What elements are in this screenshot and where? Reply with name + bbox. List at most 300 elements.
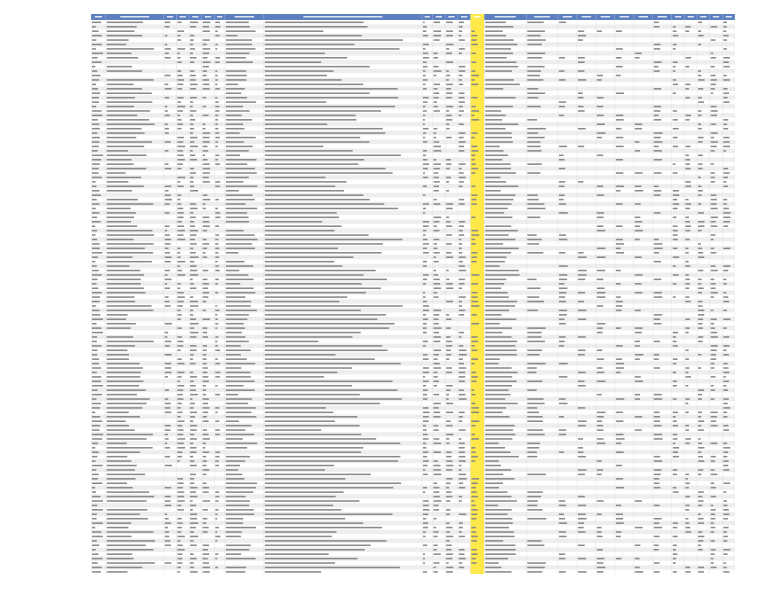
cell-text xyxy=(226,163,247,165)
cell-text xyxy=(190,155,195,157)
cell-text xyxy=(226,234,255,236)
cell-text xyxy=(226,270,239,272)
cell-text xyxy=(597,558,604,560)
cell-text xyxy=(107,270,141,272)
cell-text xyxy=(723,363,727,365)
cell-text xyxy=(423,137,425,139)
cell-text xyxy=(226,443,257,445)
cell-text xyxy=(92,203,99,205)
cell-text xyxy=(203,482,207,484)
cell-text xyxy=(698,469,703,471)
cell-text xyxy=(107,292,146,294)
cell-text xyxy=(527,341,545,343)
row-stripe xyxy=(91,388,735,392)
cell-text xyxy=(485,230,518,232)
cell-text xyxy=(226,514,254,516)
cell-text xyxy=(215,35,219,37)
cell-text xyxy=(226,403,248,405)
cell-text xyxy=(578,425,586,427)
cell-text xyxy=(433,39,439,41)
cell-text xyxy=(226,305,251,307)
cell-text xyxy=(559,398,566,400)
cell-text xyxy=(433,225,436,227)
cell-text xyxy=(723,562,726,564)
cell-text xyxy=(423,53,428,55)
cell-text xyxy=(226,44,252,46)
cell-text xyxy=(485,26,513,28)
cell-text xyxy=(226,97,247,99)
cell-text xyxy=(265,514,393,516)
cell-text xyxy=(226,106,243,108)
cell-text xyxy=(685,199,688,201)
cell-text xyxy=(433,443,441,445)
cell-text xyxy=(459,150,465,152)
cell-text xyxy=(165,53,169,55)
cell-text xyxy=(177,487,182,489)
cell-text xyxy=(673,412,678,414)
cell-text xyxy=(527,505,537,507)
cell-text xyxy=(654,571,660,573)
cell-text xyxy=(635,527,643,529)
cell-text xyxy=(654,358,659,360)
cell-text xyxy=(673,451,678,453)
cell-text xyxy=(673,443,675,445)
cell-text xyxy=(203,22,211,24)
cell-text xyxy=(433,203,440,205)
cell-text xyxy=(107,518,148,520)
cell-text xyxy=(698,518,703,520)
cell-text xyxy=(597,230,605,232)
cell-text xyxy=(92,75,100,77)
cell-text xyxy=(92,518,97,520)
cell-text xyxy=(459,221,465,223)
cell-text xyxy=(698,70,701,72)
cell-text xyxy=(107,44,126,46)
cell-text xyxy=(226,398,252,400)
cell-text xyxy=(226,456,250,458)
cell-text xyxy=(559,318,565,320)
cell-text xyxy=(177,274,185,276)
cell-text xyxy=(597,500,604,502)
cell-text xyxy=(226,536,241,538)
cell-text xyxy=(685,30,689,32)
cell-text xyxy=(527,571,542,573)
cell-text xyxy=(215,514,217,516)
cell-text xyxy=(265,287,381,289)
cell-text xyxy=(711,203,717,205)
cell-text xyxy=(433,181,439,183)
cell-text xyxy=(485,84,520,86)
cell-text xyxy=(673,239,678,241)
cell-text xyxy=(107,474,145,476)
cell-text xyxy=(92,53,103,55)
cell-text xyxy=(226,101,256,103)
cell-text xyxy=(527,350,542,352)
cell-text xyxy=(107,407,143,409)
cell-text xyxy=(711,412,718,414)
cell-text xyxy=(215,292,218,294)
cell-text xyxy=(215,163,220,165)
cell-text xyxy=(226,553,241,555)
cell-text xyxy=(446,75,450,77)
cell-text xyxy=(423,553,425,555)
cell-text xyxy=(446,358,449,360)
cell-text xyxy=(265,345,382,347)
cell-text xyxy=(635,429,642,431)
cell-text xyxy=(485,172,516,174)
cell-text xyxy=(654,314,662,316)
cell-text xyxy=(698,571,704,573)
cell-text xyxy=(423,252,429,254)
cell-text xyxy=(92,265,97,267)
cell-text xyxy=(711,172,715,174)
cell-text xyxy=(92,212,99,214)
row-stripe xyxy=(91,423,735,427)
cell-text xyxy=(92,39,96,41)
cell-text xyxy=(165,22,171,24)
cell-text xyxy=(265,407,326,409)
cell-text xyxy=(107,287,144,289)
cell-text xyxy=(92,376,101,378)
cell-text xyxy=(190,518,197,520)
cell-text xyxy=(215,527,219,529)
cell-text xyxy=(559,106,565,108)
cell-text xyxy=(711,363,715,365)
cell-text xyxy=(685,261,688,263)
cell-text xyxy=(459,350,467,352)
cell-text xyxy=(459,358,463,360)
cell-text xyxy=(190,39,194,41)
cell-text xyxy=(685,509,689,511)
cell-text xyxy=(423,239,428,241)
cell-text xyxy=(177,128,181,130)
cell-text xyxy=(698,137,704,139)
cell-text xyxy=(698,394,702,396)
cell-text xyxy=(446,350,451,352)
cell-text xyxy=(711,279,715,281)
cell-text xyxy=(711,217,718,219)
cell-text xyxy=(177,456,182,458)
cell-text xyxy=(597,287,605,289)
cell-text xyxy=(423,30,426,32)
cell-text xyxy=(673,336,676,338)
cell-text xyxy=(203,429,207,431)
cell-text xyxy=(107,482,127,484)
cell-text xyxy=(423,75,426,77)
cell-text xyxy=(177,389,183,391)
cell-text xyxy=(559,505,566,507)
cell-text xyxy=(485,474,503,476)
cell-text xyxy=(635,283,642,285)
cell-text xyxy=(459,203,465,205)
cell-text xyxy=(685,168,690,170)
cell-text xyxy=(446,562,448,564)
cell-text xyxy=(597,123,605,125)
cell-text xyxy=(215,26,220,28)
cell-text xyxy=(527,137,544,139)
cell-text xyxy=(433,358,437,360)
cell-text xyxy=(527,434,544,436)
cell-text xyxy=(190,491,196,493)
cell-text xyxy=(92,101,99,103)
cell-text xyxy=(226,283,240,285)
cell-text xyxy=(107,115,137,117)
cell-text xyxy=(107,163,134,165)
cell-text xyxy=(226,141,244,143)
cell-text xyxy=(446,106,453,108)
cell-text xyxy=(485,256,506,258)
cell-text xyxy=(446,177,451,179)
cell-text xyxy=(723,460,728,462)
cell-text xyxy=(654,239,659,241)
cell-text xyxy=(107,30,135,32)
cell-text xyxy=(92,301,100,303)
cell-text xyxy=(446,159,451,161)
cell-text xyxy=(723,416,727,418)
cell-text xyxy=(527,451,537,453)
cell-text xyxy=(203,26,209,28)
cell-text xyxy=(527,66,544,68)
cell-text xyxy=(685,296,689,298)
cell-text xyxy=(527,420,543,422)
cell-text xyxy=(485,248,519,250)
row-stripe xyxy=(91,521,735,525)
cell-text xyxy=(673,35,678,37)
cell-text xyxy=(177,407,180,409)
cell-text xyxy=(92,22,101,24)
cell-text xyxy=(423,345,426,347)
cell-text xyxy=(433,256,436,258)
cell-text xyxy=(107,243,154,245)
header-cell-text xyxy=(474,16,481,18)
cell-text xyxy=(723,172,729,174)
cell-text xyxy=(527,132,538,134)
cell-text xyxy=(471,159,474,161)
cell-text xyxy=(92,496,101,498)
cell-text xyxy=(485,571,511,573)
cell-text xyxy=(177,438,185,440)
cell-text xyxy=(446,79,449,81)
cell-text xyxy=(527,234,536,236)
cell-text xyxy=(92,225,95,227)
cell-text xyxy=(177,234,183,236)
cell-text xyxy=(527,70,541,72)
cell-text xyxy=(165,305,171,307)
cell-text xyxy=(446,500,450,502)
cell-text xyxy=(527,389,536,391)
row-stripe xyxy=(91,459,735,463)
cell-text xyxy=(446,434,453,436)
cell-text xyxy=(423,522,428,524)
cell-text xyxy=(527,500,538,502)
cell-text xyxy=(423,527,428,529)
cell-text xyxy=(723,389,728,391)
cell-text xyxy=(723,208,729,210)
cell-text xyxy=(265,274,364,276)
cell-text xyxy=(92,491,96,493)
cell-text xyxy=(616,345,623,347)
cell-text xyxy=(423,385,426,387)
cell-text xyxy=(226,571,245,573)
cell-text xyxy=(459,487,465,489)
cell-text xyxy=(723,540,727,542)
cell-text xyxy=(226,323,244,325)
cell-text xyxy=(265,434,361,436)
cell-text xyxy=(616,186,624,188)
row-stripe xyxy=(91,317,735,321)
cell-text xyxy=(616,252,624,254)
cell-text xyxy=(527,30,545,32)
cell-text xyxy=(92,279,97,281)
cell-text xyxy=(92,509,103,511)
cell-text xyxy=(654,527,662,529)
cell-text xyxy=(433,92,439,94)
cell-text xyxy=(265,221,322,223)
cell-text xyxy=(107,283,141,285)
cell-text xyxy=(203,194,208,196)
cell-text xyxy=(446,536,453,538)
cell-text xyxy=(673,456,679,458)
cell-text xyxy=(698,425,701,427)
cell-text xyxy=(107,420,126,422)
cell-text xyxy=(485,536,514,538)
cell-text xyxy=(485,478,514,480)
cell-text xyxy=(527,88,538,90)
cell-text xyxy=(203,310,206,312)
cell-text xyxy=(673,137,678,139)
cell-text xyxy=(107,434,153,436)
cell-text xyxy=(265,194,364,196)
cell-text xyxy=(165,212,170,214)
cell-text xyxy=(190,354,194,356)
cell-text xyxy=(265,119,357,121)
cell-text xyxy=(265,403,380,405)
cell-text xyxy=(471,84,478,86)
header-cell-text xyxy=(303,16,382,18)
header-cell-text xyxy=(180,16,186,18)
cell-text xyxy=(423,429,427,431)
cell-text xyxy=(203,239,207,241)
cell-text xyxy=(215,146,218,148)
cell-text xyxy=(423,443,426,445)
cell-text xyxy=(578,336,586,338)
cell-text xyxy=(107,425,129,427)
cell-text xyxy=(597,270,605,272)
cell-text xyxy=(459,536,465,538)
cell-text xyxy=(459,376,465,378)
cell-text xyxy=(107,208,131,210)
cell-text xyxy=(433,106,437,108)
cell-text xyxy=(485,261,505,263)
cell-text xyxy=(527,562,546,564)
cell-text xyxy=(446,545,452,547)
cell-text xyxy=(459,558,466,560)
cell-text xyxy=(559,522,567,524)
cell-text xyxy=(203,456,207,458)
cell-text xyxy=(711,527,716,529)
cell-text xyxy=(446,181,449,183)
cell-text xyxy=(177,451,182,453)
cell-text xyxy=(723,22,727,24)
cell-text xyxy=(616,522,624,524)
cell-text xyxy=(635,217,640,219)
cell-text xyxy=(190,150,193,152)
cell-text xyxy=(559,239,567,241)
cell-text xyxy=(711,79,717,81)
cell-text xyxy=(459,79,462,81)
cell-text xyxy=(190,376,197,378)
cell-text xyxy=(190,385,196,387)
cell-text xyxy=(423,172,425,174)
cell-text xyxy=(423,225,429,227)
cell-text xyxy=(578,505,586,507)
cell-text xyxy=(203,146,208,148)
cell-text xyxy=(165,500,171,502)
cell-text xyxy=(92,451,99,453)
cell-text xyxy=(433,150,441,152)
cell-text xyxy=(423,61,427,63)
cell-text xyxy=(471,146,477,148)
cell-text xyxy=(578,57,585,59)
cell-text xyxy=(190,296,193,298)
cell-text xyxy=(527,398,543,400)
cell-text xyxy=(654,186,659,188)
cell-text xyxy=(723,571,729,573)
cell-text xyxy=(711,110,718,112)
cell-text xyxy=(698,256,704,258)
spreadsheet[interactable] xyxy=(91,14,735,574)
cell-text xyxy=(226,119,252,121)
cell-text xyxy=(459,110,464,112)
cell-text xyxy=(459,283,465,285)
cell-text xyxy=(203,332,207,334)
cell-text xyxy=(654,261,661,263)
cell-text xyxy=(597,137,602,139)
cell-text xyxy=(203,363,207,365)
cell-text xyxy=(107,79,154,81)
cell-text xyxy=(433,296,438,298)
cell-text xyxy=(107,460,132,462)
cell-text xyxy=(673,110,677,112)
cell-text xyxy=(597,562,603,564)
cell-text xyxy=(265,478,346,480)
cell-text xyxy=(433,474,441,476)
cell-text xyxy=(673,469,678,471)
cell-text xyxy=(559,363,568,365)
cell-text xyxy=(433,101,437,103)
cell-text xyxy=(215,97,217,99)
cell-text xyxy=(203,256,208,258)
cell-text xyxy=(485,296,509,298)
cell-text xyxy=(459,460,466,462)
cell-text xyxy=(423,150,427,152)
cell-text xyxy=(485,199,513,201)
cell-text xyxy=(616,92,624,94)
cell-text xyxy=(711,53,713,55)
cell-text xyxy=(177,181,180,183)
cell-text xyxy=(698,75,701,77)
cell-text xyxy=(423,451,428,453)
cell-text xyxy=(107,119,149,121)
cell-text xyxy=(459,496,462,498)
cell-text xyxy=(177,327,181,329)
cell-text xyxy=(107,372,141,374)
cell-text xyxy=(485,119,502,121)
cell-text xyxy=(711,460,715,462)
cell-text xyxy=(654,66,659,68)
cell-text xyxy=(107,48,154,50)
cell-text xyxy=(226,531,242,533)
